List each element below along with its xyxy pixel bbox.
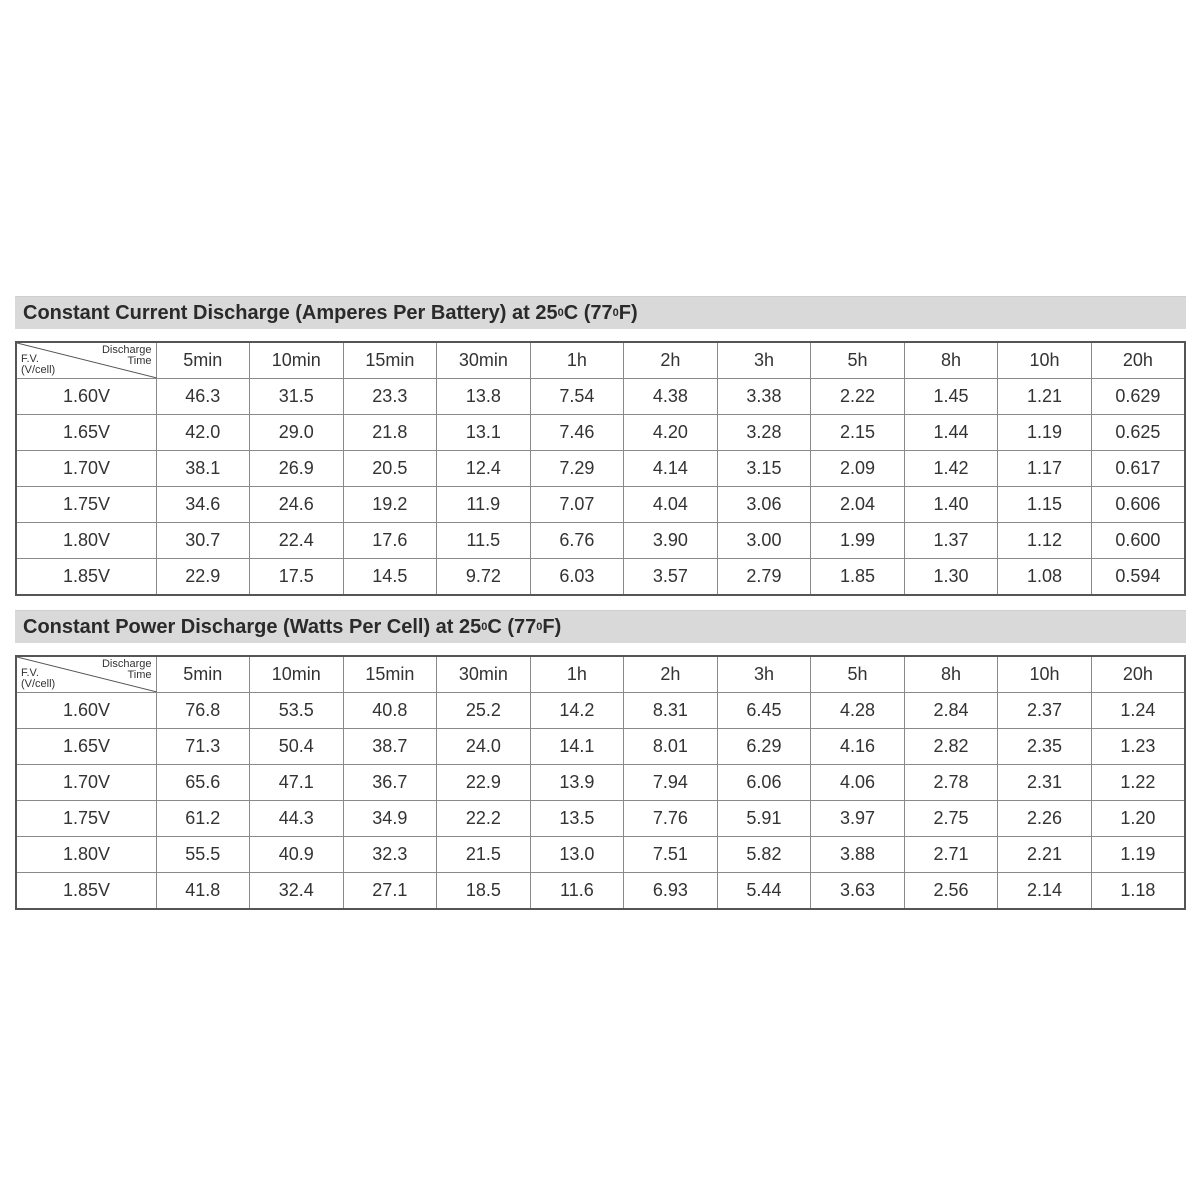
value-cell: 40.8 <box>343 693 437 729</box>
value-cell: 3.88 <box>811 837 905 873</box>
value-cell: 14.1 <box>530 729 624 765</box>
discharge-time-line2: Time <box>127 355 152 367</box>
title-degree-mark: 0 <box>612 307 619 319</box>
title-text-mid: C (77 <box>563 301 613 324</box>
value-cell: 5.91 <box>717 801 811 837</box>
value-cell: 4.20 <box>624 415 718 451</box>
value-cell: 4.14 <box>624 451 718 487</box>
current-discharge-title <box>15 296 1186 329</box>
value-cell: 1.18 <box>1091 873 1185 910</box>
final-voltage-line2: (V/cell) <box>21 364 56 376</box>
value-cell: 1.20 <box>1091 801 1185 837</box>
value-cell: 7.46 <box>530 415 624 451</box>
column-header: 5h <box>811 656 905 693</box>
value-cell: 18.5 <box>437 873 531 910</box>
value-cell: 1.37 <box>904 523 998 559</box>
title-text-mid: C (77 <box>487 615 537 638</box>
value-cell: 1.23 <box>1091 729 1185 765</box>
table-row <box>16 487 1185 523</box>
column-header: 8h <box>904 656 998 693</box>
value-cell: 4.04 <box>624 487 718 523</box>
column-header: 20h <box>1091 656 1185 693</box>
value-cell: 0.606 <box>1091 487 1185 523</box>
value-cell: 7.54 <box>530 379 624 415</box>
value-cell: 1.30 <box>904 559 998 596</box>
value-cell: 4.06 <box>811 765 905 801</box>
value-cell: 1.24 <box>1091 693 1185 729</box>
value-cell: 2.82 <box>904 729 998 765</box>
final-voltage-cell: 1.75V <box>16 801 156 837</box>
value-cell: 22.9 <box>437 765 531 801</box>
value-cell: 29.0 <box>250 415 344 451</box>
value-cell: 27.1 <box>343 873 437 910</box>
power-discharge-section <box>15 610 1186 910</box>
value-cell: 23.3 <box>343 379 437 415</box>
table-row <box>16 693 1185 729</box>
value-cell: 6.93 <box>624 873 718 910</box>
column-header: 10h <box>998 656 1092 693</box>
value-cell: 42.0 <box>156 415 250 451</box>
column-header: 5h <box>811 342 905 379</box>
table-row <box>16 379 1185 415</box>
table-row <box>16 837 1185 873</box>
final-voltage-cell: 1.70V <box>16 765 156 801</box>
value-cell: 11.6 <box>530 873 624 910</box>
value-cell: 24.6 <box>250 487 344 523</box>
value-cell: 46.3 <box>156 379 250 415</box>
value-cell: 19.2 <box>343 487 437 523</box>
value-cell: 41.8 <box>156 873 250 910</box>
column-header: 10min <box>250 342 344 379</box>
value-cell: 1.19 <box>998 415 1092 451</box>
discharge-time-line2: Time <box>127 669 152 681</box>
value-cell: 0.594 <box>1091 559 1185 596</box>
value-cell: 38.7 <box>343 729 437 765</box>
value-cell: 25.2 <box>437 693 531 729</box>
value-cell: 22.2 <box>437 801 531 837</box>
value-cell: 21.8 <box>343 415 437 451</box>
value-cell: 40.9 <box>250 837 344 873</box>
value-cell: 1.21 <box>998 379 1092 415</box>
value-cell: 1.22 <box>1091 765 1185 801</box>
table-row <box>16 801 1185 837</box>
value-cell: 44.3 <box>250 801 344 837</box>
final-voltage-cell: 1.60V <box>16 379 156 415</box>
value-cell: 50.4 <box>250 729 344 765</box>
discharge-time-label <box>102 659 152 681</box>
value-cell: 1.99 <box>811 523 905 559</box>
corner-header-cell <box>16 342 156 379</box>
value-cell: 0.625 <box>1091 415 1185 451</box>
value-cell: 14.5 <box>343 559 437 596</box>
value-cell: 1.08 <box>998 559 1092 596</box>
value-cell: 7.51 <box>624 837 718 873</box>
header-row <box>16 342 1185 379</box>
corner-header-cell <box>16 656 156 693</box>
value-cell: 65.6 <box>156 765 250 801</box>
value-cell: 1.17 <box>998 451 1092 487</box>
value-cell: 2.22 <box>811 379 905 415</box>
final-voltage-cell: 1.80V <box>16 523 156 559</box>
value-cell: 3.57 <box>624 559 718 596</box>
value-cell: 0.600 <box>1091 523 1185 559</box>
value-cell: 3.00 <box>717 523 811 559</box>
final-voltage-label <box>21 668 55 690</box>
value-cell: 3.63 <box>811 873 905 910</box>
value-cell: 2.75 <box>904 801 998 837</box>
column-header: 1h <box>530 342 624 379</box>
value-cell: 1.45 <box>904 379 998 415</box>
column-header: 8h <box>904 342 998 379</box>
column-header: 30min <box>437 656 531 693</box>
value-cell: 5.44 <box>717 873 811 910</box>
value-cell: 22.4 <box>250 523 344 559</box>
column-header: 3h <box>717 656 811 693</box>
value-cell: 2.35 <box>998 729 1092 765</box>
header-row <box>16 656 1185 693</box>
value-cell: 1.42 <box>904 451 998 487</box>
final-voltage-cell: 1.85V <box>16 873 156 910</box>
value-cell: 5.82 <box>717 837 811 873</box>
value-cell: 3.90 <box>624 523 718 559</box>
value-cell: 34.6 <box>156 487 250 523</box>
value-cell: 13.0 <box>530 837 624 873</box>
value-cell: 2.14 <box>998 873 1092 910</box>
value-cell: 6.06 <box>717 765 811 801</box>
column-header: 15min <box>343 656 437 693</box>
value-cell: 2.78 <box>904 765 998 801</box>
value-cell: 38.1 <box>156 451 250 487</box>
power-discharge-table <box>15 655 1186 910</box>
discharge-time-line1: Discharge <box>101 344 152 356</box>
column-header: 20h <box>1091 342 1185 379</box>
column-header: 2h <box>624 656 718 693</box>
value-cell: 7.76 <box>624 801 718 837</box>
value-cell: 1.44 <box>904 415 998 451</box>
final-voltage-cell: 1.65V <box>16 729 156 765</box>
column-header: 5min <box>156 656 250 693</box>
value-cell: 47.1 <box>250 765 344 801</box>
final-voltage-cell: 1.80V <box>16 837 156 873</box>
value-cell: 11.9 <box>437 487 531 523</box>
value-cell: 2.56 <box>904 873 998 910</box>
value-cell: 13.1 <box>437 415 531 451</box>
final-voltage-cell: 1.60V <box>16 693 156 729</box>
value-cell: 2.71 <box>904 837 998 873</box>
current-discharge-table <box>15 341 1186 596</box>
final-voltage-label <box>21 354 55 376</box>
title-degree-mark: 0 <box>481 621 488 633</box>
value-cell: 26.9 <box>250 451 344 487</box>
value-cell: 7.07 <box>530 487 624 523</box>
column-header: 10min <box>250 656 344 693</box>
table-row <box>16 729 1185 765</box>
value-cell: 34.9 <box>343 801 437 837</box>
value-cell: 4.16 <box>811 729 905 765</box>
discharge-time-line1: Discharge <box>101 658 152 670</box>
power-discharge-title <box>15 610 1186 643</box>
value-cell: 22.9 <box>156 559 250 596</box>
value-cell: 12.4 <box>437 451 531 487</box>
value-cell: 4.38 <box>624 379 718 415</box>
value-cell: 71.3 <box>156 729 250 765</box>
final-voltage-line1: F.V. <box>21 353 39 365</box>
column-header: 5min <box>156 342 250 379</box>
title-text-end: F) <box>542 615 562 638</box>
table-row <box>16 523 1185 559</box>
value-cell: 2.37 <box>998 693 1092 729</box>
final-voltage-cell: 1.75V <box>16 487 156 523</box>
value-cell: 31.5 <box>250 379 344 415</box>
value-cell: 17.6 <box>343 523 437 559</box>
column-header: 30min <box>437 342 531 379</box>
title-text-end: F) <box>618 301 638 324</box>
value-cell: 6.29 <box>717 729 811 765</box>
value-cell: 30.7 <box>156 523 250 559</box>
value-cell: 13.8 <box>437 379 531 415</box>
value-cell: 11.5 <box>437 523 531 559</box>
value-cell: 3.97 <box>811 801 905 837</box>
value-cell: 3.28 <box>717 415 811 451</box>
value-cell: 2.79 <box>717 559 811 596</box>
value-cell: 0.629 <box>1091 379 1185 415</box>
column-header: 2h <box>624 342 718 379</box>
value-cell: 14.2 <box>530 693 624 729</box>
final-voltage-line2: (V/cell) <box>21 678 56 690</box>
value-cell: 3.38 <box>717 379 811 415</box>
value-cell: 8.01 <box>624 729 718 765</box>
value-cell: 8.31 <box>624 693 718 729</box>
discharge-time-label <box>102 345 152 367</box>
value-cell: 6.03 <box>530 559 624 596</box>
value-cell: 1.12 <box>998 523 1092 559</box>
final-voltage-line1: F.V. <box>21 667 39 679</box>
value-cell: 2.09 <box>811 451 905 487</box>
table-row <box>16 415 1185 451</box>
value-cell: 4.28 <box>811 693 905 729</box>
value-cell: 61.2 <box>156 801 250 837</box>
value-cell: 6.76 <box>530 523 624 559</box>
value-cell: 2.31 <box>998 765 1092 801</box>
value-cell: 7.29 <box>530 451 624 487</box>
table-row <box>16 873 1185 910</box>
value-cell: 2.15 <box>811 415 905 451</box>
value-cell: 1.40 <box>904 487 998 523</box>
value-cell: 2.04 <box>811 487 905 523</box>
value-cell: 21.5 <box>437 837 531 873</box>
value-cell: 76.8 <box>156 693 250 729</box>
value-cell: 3.06 <box>717 487 811 523</box>
value-cell: 53.5 <box>250 693 344 729</box>
value-cell: 32.3 <box>343 837 437 873</box>
final-voltage-cell: 1.85V <box>16 559 156 596</box>
table-row <box>16 559 1185 596</box>
column-header: 15min <box>343 342 437 379</box>
title-degree-mark: 0 <box>557 307 564 319</box>
value-cell: 6.45 <box>717 693 811 729</box>
value-cell: 7.94 <box>624 765 718 801</box>
value-cell: 13.5 <box>530 801 624 837</box>
column-header: 10h <box>998 342 1092 379</box>
current-discharge-section <box>15 296 1186 596</box>
value-cell: 17.5 <box>250 559 344 596</box>
value-cell: 1.15 <box>998 487 1092 523</box>
value-cell: 36.7 <box>343 765 437 801</box>
value-cell: 1.19 <box>1091 837 1185 873</box>
column-header: 3h <box>717 342 811 379</box>
title-degree-mark: 0 <box>536 621 543 633</box>
title-text: Constant Current Discharge (Amperes Per Battery) at 25 <box>23 301 558 324</box>
value-cell: 3.15 <box>717 451 811 487</box>
value-cell: 20.5 <box>343 451 437 487</box>
column-header: 1h <box>530 656 624 693</box>
value-cell: 2.26 <box>998 801 1092 837</box>
value-cell: 32.4 <box>250 873 344 910</box>
title-text: Constant Power Discharge (Watts Per Cell) at 25 <box>23 615 482 638</box>
value-cell: 55.5 <box>156 837 250 873</box>
value-cell: 1.85 <box>811 559 905 596</box>
final-voltage-cell: 1.70V <box>16 451 156 487</box>
value-cell: 2.84 <box>904 693 998 729</box>
value-cell: 9.72 <box>437 559 531 596</box>
value-cell: 2.21 <box>998 837 1092 873</box>
value-cell: 13.9 <box>530 765 624 801</box>
value-cell: 0.617 <box>1091 451 1185 487</box>
table-row <box>16 765 1185 801</box>
value-cell: 24.0 <box>437 729 531 765</box>
table-row <box>16 451 1185 487</box>
final-voltage-cell: 1.65V <box>16 415 156 451</box>
